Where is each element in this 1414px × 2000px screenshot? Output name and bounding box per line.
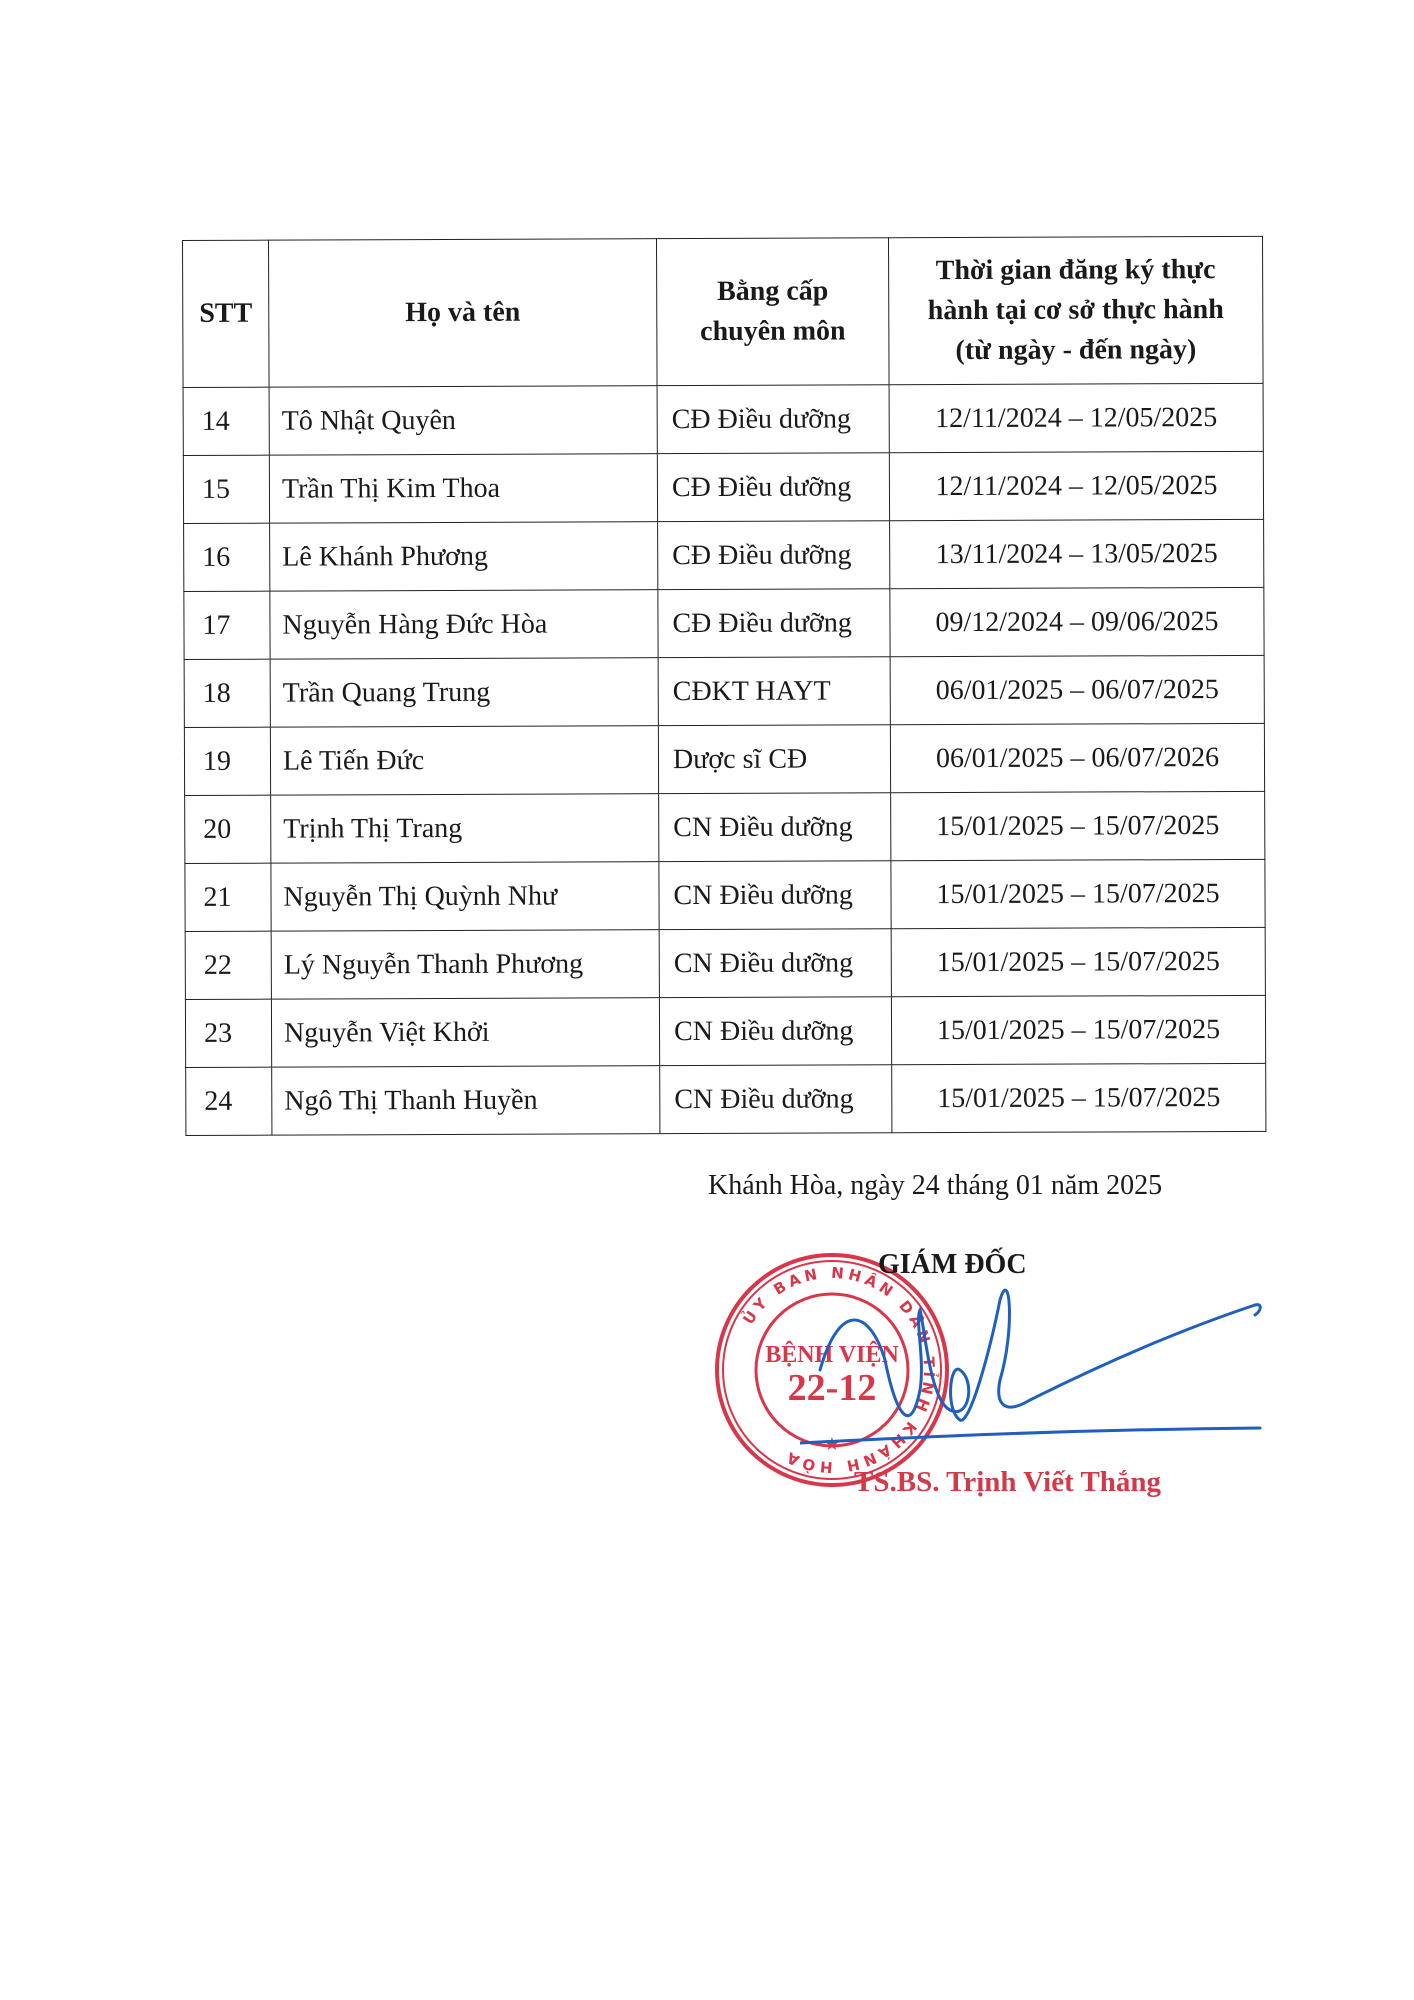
stamp-line1: BỆNH VIỆN [765, 1342, 899, 1368]
cell-name: Lý Nguyễn Thanh Phương [271, 930, 659, 999]
cell-period: 13/11/2024 – 13/05/2025 [890, 519, 1264, 588]
table-row [185, 927, 1265, 999]
sign-title: GIÁM ĐỐC [878, 1249, 1027, 1280]
cell-name: Trịnh Thị Trang [271, 794, 659, 863]
cell-stt: 23 [185, 999, 271, 1067]
cell-stt: 15 [183, 455, 269, 523]
header-name: Họ và tên [269, 239, 658, 387]
cell-name: Trần Thị Kim Thoa [269, 454, 657, 523]
cell-degree: CN Điều dưỡng [659, 793, 891, 862]
trainee-table-container [182, 236, 1265, 1136]
cell-degree: CĐ Điều dưỡng [657, 453, 889, 522]
table-row [186, 1063, 1266, 1135]
cell-degree: CĐ Điều dưỡng [658, 521, 890, 590]
cell-stt: 21 [185, 863, 271, 931]
cell-stt: 14 [183, 387, 269, 455]
cell-period: 06/01/2025 – 06/07/2026 [890, 723, 1264, 792]
cell-degree: CN Điều dưỡng [660, 1065, 892, 1134]
place-date: Khánh Hòa, ngày 24 tháng 01 năm 2025 [708, 1170, 1163, 1201]
header-period: Thời gian đăng ký thực hành tại cơ sở thực hành (từ ngày - đến ngày) [888, 236, 1263, 384]
table-row [184, 587, 1264, 659]
cell-stt: 17 [184, 591, 270, 659]
table-row [185, 859, 1265, 931]
cell-period: 12/11/2024 – 12/05/2025 [889, 451, 1263, 520]
table-row [183, 383, 1263, 455]
trainee-table [182, 236, 1266, 1136]
cell-period: 06/01/2025 – 06/07/2025 [890, 655, 1264, 724]
director-signature [800, 1270, 1270, 1450]
cell-period: 15/01/2025 – 15/07/2025 [892, 1063, 1266, 1132]
cell-stt: 19 [184, 727, 270, 795]
cell-name: Tô Nhật Quyên [269, 386, 657, 455]
cell-stt: 22 [185, 931, 271, 999]
cell-stt: 24 [186, 1067, 272, 1135]
signer-name: TS.BS. Trịnh Viết Thắng [854, 1466, 1162, 1498]
cell-period: 15/01/2025 – 15/07/2025 [891, 927, 1265, 996]
table-row [185, 995, 1265, 1067]
stamp-outer-text: ỦY BAN NHÂN DÂN TỈNH KHÁNH HÒA [739, 1263, 939, 1477]
cell-degree: CĐ Điều dưỡng [658, 589, 890, 658]
table-row [184, 519, 1264, 591]
table-row [184, 723, 1264, 795]
cell-period: 15/01/2025 – 15/07/2025 [891, 859, 1265, 928]
header-degree: Bằng cấp chuyên môn [656, 238, 889, 386]
cell-name: Ngô Thị Thanh Huyền [272, 1066, 660, 1135]
cell-period: 15/01/2025 – 15/07/2025 [891, 995, 1265, 1064]
cell-period: 12/11/2024 – 12/05/2025 [889, 383, 1263, 452]
cell-degree: CĐKT HAYT [658, 657, 890, 726]
cell-period: 15/01/2025 – 15/07/2025 [891, 791, 1265, 860]
cell-stt: 16 [184, 523, 270, 591]
cell-degree: Dược sĩ CĐ [658, 725, 890, 794]
stamp-line2: 22-12 [787, 1367, 877, 1409]
cell-name: Nguyễn Hàng Đức Hòa [270, 590, 658, 659]
cell-name: Lê Tiến Đức [270, 726, 658, 795]
cell-name: Lê Khánh Phương [270, 522, 658, 591]
table-row [184, 655, 1264, 727]
cell-stt: 18 [184, 659, 270, 727]
cell-degree: CĐ Điều dưỡng [657, 385, 889, 454]
stamp-star-icon: ★ [823, 1434, 841, 1454]
cell-degree: CN Điều dưỡng [659, 929, 891, 998]
cell-period: 09/12/2024 – 09/06/2025 [890, 587, 1264, 656]
header-stt: STT [183, 240, 270, 387]
cell-degree: CN Điều dưỡng [659, 861, 891, 930]
cell-name: Nguyễn Thị Quỳnh Như [271, 862, 659, 931]
cell-name: Trần Quang Trung [270, 658, 658, 727]
cell-stt: 20 [185, 795, 271, 863]
cell-name: Nguyễn Việt Khởi [271, 998, 659, 1067]
cell-degree: CN Điều dưỡng [659, 997, 891, 1066]
table-header-row [183, 236, 1264, 387]
table-row [183, 451, 1263, 523]
table-row [185, 791, 1265, 863]
